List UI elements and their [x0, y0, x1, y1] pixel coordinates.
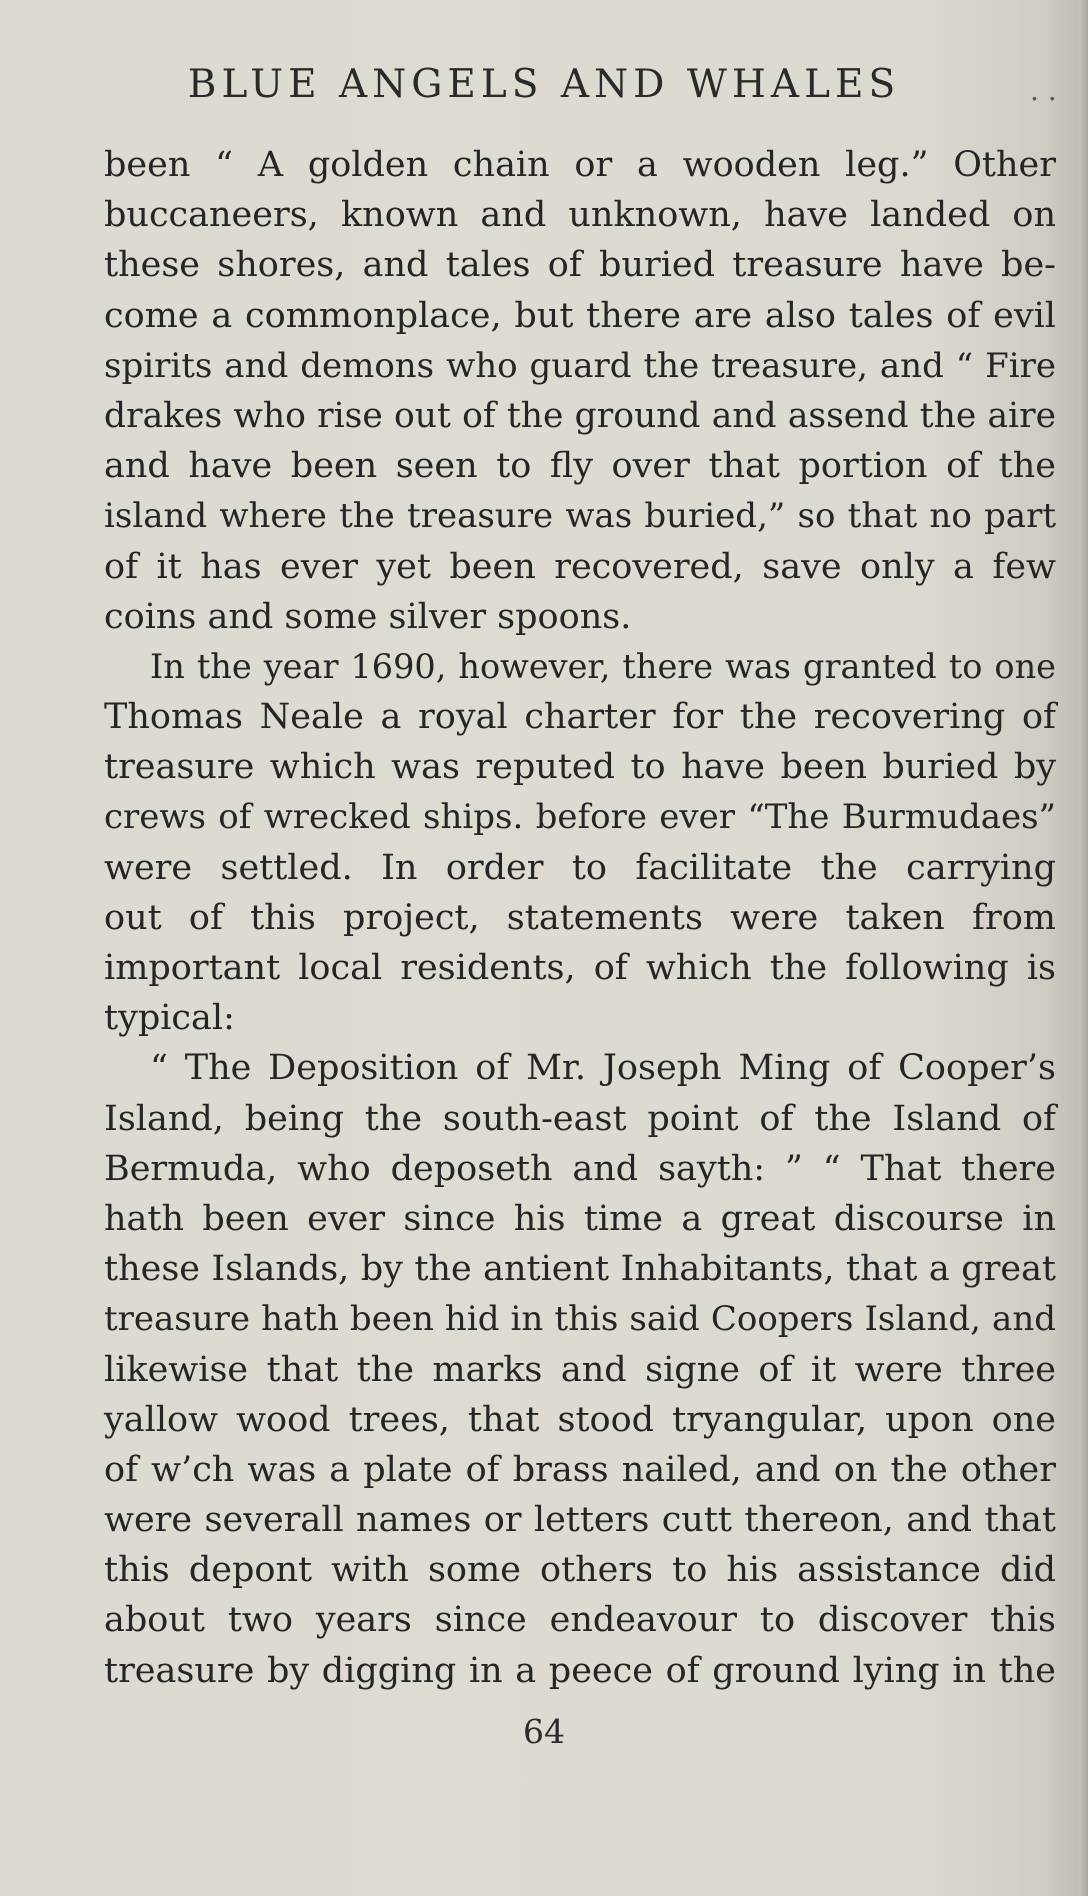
text-line: Island, being the south-east point of the Island of [104, 1098, 1056, 1139]
text-line: hath been ever since his time a great discourse in [104, 1198, 1056, 1239]
text-line: typical: [104, 998, 235, 1039]
text-line: out of this project, statements were taken from [104, 897, 1056, 938]
text-line: Bermuda, who deposeth and sayth: ” “ That there [104, 1148, 1056, 1189]
text-line: buccaneers, known and unknown, have landed on [104, 195, 1056, 236]
text-line: come a commonplace, but there are also tales of evil [104, 295, 1056, 336]
text-line: treasure hath been hid in this said Coopers Island, and [104, 1299, 1056, 1340]
text-line: of it has ever yet been recovered, save only a few [104, 546, 1056, 587]
running-head: BLUE ANGELS AND WHALES [187, 62, 901, 107]
text-line: treasure by digging in a peece of ground lying in the [104, 1650, 1056, 1691]
text-line: and have been seen to fly over that portion of the [104, 446, 1056, 487]
text-line: were severall names or letters cutt thereon, and that [104, 1500, 1056, 1541]
text-line: likewise that the marks and signe of it were three [104, 1349, 1056, 1390]
text-line: treasure which was reputed to have been buried by [104, 747, 1056, 788]
text-line: of w’ch was a plate of brass nailed, and on the other [104, 1449, 1056, 1490]
text-line: these Islands, by the antient Inhabitants, that a great [104, 1249, 1056, 1290]
text-line: drakes who rise out of the ground and assend the aire [104, 395, 1056, 436]
header-marks: . . [1030, 74, 1057, 107]
text-line: crews of wrecked ships. before ever “The Burmudaes” [104, 797, 1056, 838]
text-line: Thomas Neale a royal charter for the recovering of [104, 697, 1056, 738]
text-line: spirits and demons who guard the treasure, and “ Fire [104, 345, 1056, 386]
text-line: these shores, and tales of buried treasure have be- [104, 245, 1056, 286]
text-line: were settled. In order to facilitate the carrying [104, 847, 1056, 888]
text-line: important local residents, of which the following is [104, 948, 1056, 988]
text-line: this depont with some others to his assistance did [104, 1550, 1056, 1591]
text-line: about two years since endeavour to discover this [104, 1600, 1056, 1641]
page-edge [1078, 0, 1088, 1896]
text-line: island where the treasure was buried,” so that no part [104, 496, 1056, 537]
text-line: been “ A golden chain or a wooden leg.” Other [104, 145, 1056, 185]
text-line: yallow wood trees, that stood tryangular, upon one [104, 1399, 1056, 1440]
body-text [104, 140, 1056, 1696]
page-number: 64 [523, 1712, 565, 1751]
text-line: In the year 1690, however, there was granted to one [150, 646, 1056, 686]
text-line: coins and some silver spoons. [104, 596, 632, 637]
text-line: “ The Deposition of Mr. Joseph Ming of Cooper’s [150, 1048, 1056, 1089]
